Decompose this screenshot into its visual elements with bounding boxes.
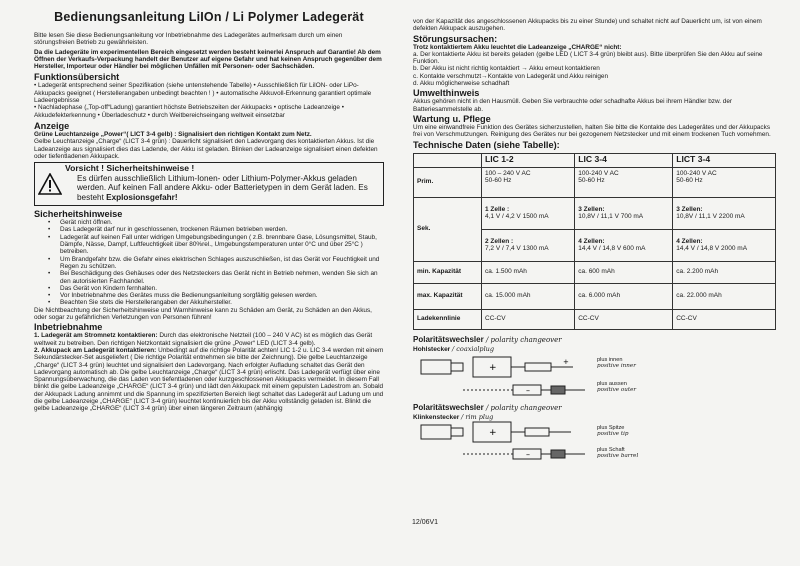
table-cell: ca. 6.000 mAh xyxy=(575,283,673,309)
left-column xyxy=(34,10,384,413)
heading-sicherheit: Sicherheitshinweise xyxy=(34,209,123,220)
diagram-title-2: Polaritätswechsler / polarity changeover xyxy=(413,402,562,412)
heading-anzeige: Anzeige xyxy=(34,120,70,131)
list-item: • Vor Inbetriebnahme des Gerätes muss die Bedienungsanleitung sorgfältig gelesen werden. xyxy=(34,292,384,299)
table-cell: 3 Zellen: 10,8V / 11,1 V 2200 mA xyxy=(673,197,776,229)
table-cell: ca. 2.200 mAh xyxy=(673,261,776,283)
table-cell: CC-CV xyxy=(575,309,673,329)
table-cell: 3 Zellen: 10,8V / 11,1 V 700 mA xyxy=(575,197,673,229)
wartung-text: Um eine einwandfreie Funktion des Gerätes sicherzustellen, halten Sie bitte die Kontakte des Ladegerätes und der Akkupacks frei von Verschmutzungen. Reinigung des Gerätes nur bei gezogenem Netzstecker und mit einem trockenen Tuch vornehmen. xyxy=(413,123,771,139)
umwelt-text: Akkus gehören nicht in den Hausmüll. Geben Sie verbrauchte oder schadhafte Akkus bei ihrem Händler bzw. der Batteriesammelstelle ab. xyxy=(413,98,733,113)
page-title: Bedienungsanleitung LiIOn / Li Polymer Ladegerät xyxy=(54,10,364,24)
version-label: 12/06V1 xyxy=(412,519,439,526)
table-cell: 100-240 V AC 50-60 Hz xyxy=(673,167,776,197)
row-label-sek: Sek. xyxy=(414,197,482,261)
table-cell: 4 Zellen: 14,4 V / 14,8 V 2000 mA xyxy=(673,229,776,261)
heading-funktion: Funktionsübersicht xyxy=(34,72,120,83)
svg-text:–: – xyxy=(526,385,530,395)
svg-text:+: + xyxy=(563,357,569,366)
anzeige-power: Grüne Leuchtanzeige „Power“( LICT 3-4 gelb) : Signalisiert den richtigen Kontakt zum Netz. xyxy=(34,130,312,138)
note-plus-inner: plus innen positive inner xyxy=(597,356,636,369)
table-header-cell: LIC 1-2 xyxy=(482,153,575,167)
heading-umwelt: Umwelthinweis xyxy=(413,88,480,99)
stoerung-a: a. Der kontaktierte Akku ist bereits geladen (gelbe LED ( LICT 3-4 grün) bleibt aus). Bitte überprüfen Sie den Akku auf seine Funktion. xyxy=(413,50,763,66)
funktion-text-2: • Nachladephase („Top-off“Ladung) garantiert höchste Betriebszeiten der Akkupacks • optische Ladeanzeige • Akkudefekterkennung • Überladeschutz • durch Weitbereichseingang weltweit einsetzbar xyxy=(34,104,344,119)
table-cell: 100-240 V AC 50-60 Hz xyxy=(575,167,673,197)
table-cell: 1 Zelle : 4,1 V / 4,2 V 1500 mA xyxy=(482,197,575,229)
heading-wartung: Wartung u. Pflege xyxy=(413,113,491,124)
row-label-minkap: min. Kapazität xyxy=(414,261,482,283)
inbetrieb-step-1: 1. Ladegerät am Stromnetz kontaktieren: Durch das elektronische Netzteil (100 – 240 V AC) ist es möglich das Gerät weltweit zu betreiben. Den richtigen Netzkontakt signalisiert die grüne „Power“ LED (LICT 3-4 gelb). xyxy=(34,332,373,347)
row-label-maxkap: max. Kapazität xyxy=(414,283,482,309)
table-cell: ca. 600 mAh xyxy=(575,261,673,283)
list-item: • Ladegerät auf keinen Fall unter widrigen Umgebungsbedingungen ( z.B. brennbare Gase, Lösungsmittel, Staub, Dämpfe, Nässe, Dampf, Luftfeuchtigkeit über 80%rel., Umgebungstemperaturen unter 0°C und über 25°C ) betreiben. xyxy=(34,234,384,256)
stoerung-b: b. Der Akku ist nicht richtig kontaktiert → Akku erneut kontaktieren xyxy=(413,65,600,73)
table-row xyxy=(414,283,776,309)
row-label-prim: Prim. xyxy=(414,167,482,197)
stoerung-c: c. Kontakte verschmutzt→Kontakte von Ladegerät und Akku reinigen xyxy=(413,72,609,80)
diagram-title-1: Polaritätswechsler / polarity changeover xyxy=(413,334,562,344)
note-plus-barrel: plus Schaft positive barrel xyxy=(597,446,639,459)
list-item: • Das Gerät von Kindern fernhalten. xyxy=(34,285,384,292)
coaxial-plug-drawing xyxy=(413,355,593,405)
heading-inbetrieb: Inbetriebnahme xyxy=(34,322,103,333)
polarity-diagram xyxy=(413,335,778,463)
svg-text:–: – xyxy=(526,449,530,459)
note-plus-tip: plus Spitze positive tip xyxy=(597,424,629,437)
warning-body: Es dürfen ausschließlich Lithium-Ionen- oder Lithium-Polymer-Akkus geladen werden. Auf keinen Fall andere Akku- oder Batterietypen in dem Gerät laden. Es besteht Explosionsgefahr! xyxy=(77,173,368,202)
table-header-cell xyxy=(414,153,482,167)
heading-stoerung: Störungsursachen: xyxy=(413,33,498,44)
svg-text:+: + xyxy=(489,362,497,373)
warning-box xyxy=(34,162,384,206)
anzeige-charge: Gelbe Leuchtanzeige „Charge“ (LICT 3-4 grün) : Dauerlicht signalisiert den Ladevorgang des kontaktierten Akkus. Ist die Ladeanzeige aus signalisiert dies das Ladende, der Akku ist geladen. Blinken der Ladeanzeige signalisiert einen defekten oder tiefentladenen Akkupack. xyxy=(34,138,378,160)
table-header-row xyxy=(414,153,776,167)
stoerung-lead: Trotz kontaktiertem Akku leuchtet die Ladeanzeige „CHARGE“ nicht: xyxy=(413,43,622,51)
list-item: • Gerät nicht öffnen. xyxy=(34,219,384,226)
table-cell: 100 – 240 V AC 50-60 Hz xyxy=(482,167,575,197)
warning-triangle-icon xyxy=(35,163,65,205)
table-header-cell: LICT 3-4 xyxy=(673,153,776,167)
funktion-text-1: • Ladegerät entsprechend seiner Spezifikation (siehe untenstehende Tabelle) • Ausschließlich für LiION- oder LiPo- Akkupacks geeignet ( Herstellerangaben unbedingt beachten ! ) • automatische Akkuvoll-Erkennung garantiert optimale Ladeergebnisse xyxy=(34,82,372,105)
spec-table xyxy=(413,153,776,330)
stoerung-d: d. Akku möglicherweise schadhaft xyxy=(413,80,510,88)
table-header-cell: LIC 3-4 xyxy=(575,153,673,167)
warranty-paragraph: Da die Ladegeräte im experimentellen Bereich eingesetzt werden besteht keinerlei Anspruch auf Garantie! Ab dem Öffnen der Verkaufs-Verpackung handelt der Benutzer auf eigene Gefahr und hat keinen Anspruch gegenüber dem Hersteller, Importeur oder Händler bei möglichen Unfällen mit Personen- oder Sachschäden. xyxy=(34,48,382,71)
intro-paragraph: Bitte lesen Sie diese Bedienungsanleitung vor Inbetriebnahme des Ladegerätes aufmerksam durch um einen störungsfreien Betrieb zu gewährleisten. xyxy=(34,32,343,47)
table-row xyxy=(414,261,776,283)
list-item: • Um Brandgefahr bzw. die Gefahr eines elektrischen Schlages auszuschließen, ist das Gerät vor Feuchtigkeit und Regen zu schützen. xyxy=(34,256,384,271)
list-item: • Das Ladegerät darf nur in geschlossenen, trockenen Räumen betrieben werden. xyxy=(34,226,384,233)
row-label-kennlinie: Ladekennlinie xyxy=(414,309,482,329)
table-cell: ca. 22.000 mAh xyxy=(673,283,776,309)
table-row xyxy=(414,197,776,229)
table-cell: 4 Zellen: 14,4 V / 14,8 V 600 mA xyxy=(575,229,673,261)
warning-title: Vorsicht ! Sicherheitshinweise ! xyxy=(65,163,195,174)
continued-text: von der Kapazität des angeschlossenen Akkupacks bis zu einer Stunde) und schaltet nicht auf Dauerlicht um, ist von einem defekten Akkupack auszugehen. xyxy=(413,18,762,33)
safety-list xyxy=(34,219,384,307)
svg-text:+: + xyxy=(489,427,497,438)
table-row xyxy=(414,167,776,197)
table-cell: ca. 15.000 mAh xyxy=(482,283,575,309)
list-item: • Bei Beschädigung des Gehäuses oder des Netzsteckers das Gerät nicht in Betrieb nehmen, wenden Sie sich an den autorisierten Fachhandel. xyxy=(34,270,384,285)
diagram-sub-2: Klinkenstecker / rim plug xyxy=(413,412,494,421)
list-item: • Beachten Sie stets die Herstellerangaben der Akkuhersteller. xyxy=(34,299,384,306)
table-cell: CC-CV xyxy=(673,309,776,329)
heading-technische-daten: Technische Daten (siehe Tabelle): xyxy=(413,139,560,150)
rim-plug-drawing xyxy=(413,419,593,463)
safety-note: Die Nichtbeachtung der Sicherheitshinweise und Warnhinweise kann zu Schäden am Gerät, zu Schäden an den Akkus, oder sogar zu gefährlichen Verletzungen von Personen führen! xyxy=(34,306,372,322)
note-plus-outer: plus aussen positive outer xyxy=(597,380,637,393)
table-cell: CC-CV xyxy=(482,309,575,329)
table-cell: ca. 1.500 mAh xyxy=(482,261,575,283)
diagram-sub-1: Hohlstecker / coaxialplug xyxy=(413,344,495,353)
inbetrieb-step-2: 2. Akkupack am Ladegerät kontaktieren: Unbedingt auf die richtige Polarität achten! LIC 1-2 u. LIC 3-4 werden mit einem Sekundärstecker-Set ausgeliefert ( Die richtige Polarität entnehmen sie bitte der Zeichnung). Die gelbe Leuchtanzeige „Charge“ (LICT 3-4 grün) leuchtet und signalisiert den Ladevorgang. Nach erfolgter Aufladung schaltet das Gerät den Ladevorgang automatisch ab. Die gelbe Leuchtanzeige „Charge“ (LICT 3-4 grün) erlischt. Das Ladegerät verfügt über eine Spannungsüberwachung, die das Laden von tiefentladenen oder kurzgeschlossenen Akkupacks vermeidet. In diesem Fall blinkt die gelbe Ladeanzeige „CHARGE“ (LICT 3-4 grün) und lädt den Akkupack mit einem gepulsten Ladestrom an. Sobald der Akkupack Ladung annimmt und die Spannung im spezifizierten Bereich liegt schaltet das Ladegerät auf Ladung um und die gelbe Ladeanzeige „CHARGE“ (LICT 3-4 grün) leuchtet kontinuierlich bis der Akku vollständig geladen ist. Blinkt die gelbe Ladeanzeige „CHARGE“ (LICT 3-4 grün) über einen längeren Zeitraum (abhängig xyxy=(34,346,384,413)
table-cell: 2 Zellen : 7,2 V / 7,4 V 1300 mA xyxy=(482,229,575,261)
right-column xyxy=(413,18,778,463)
table-row xyxy=(414,309,776,329)
